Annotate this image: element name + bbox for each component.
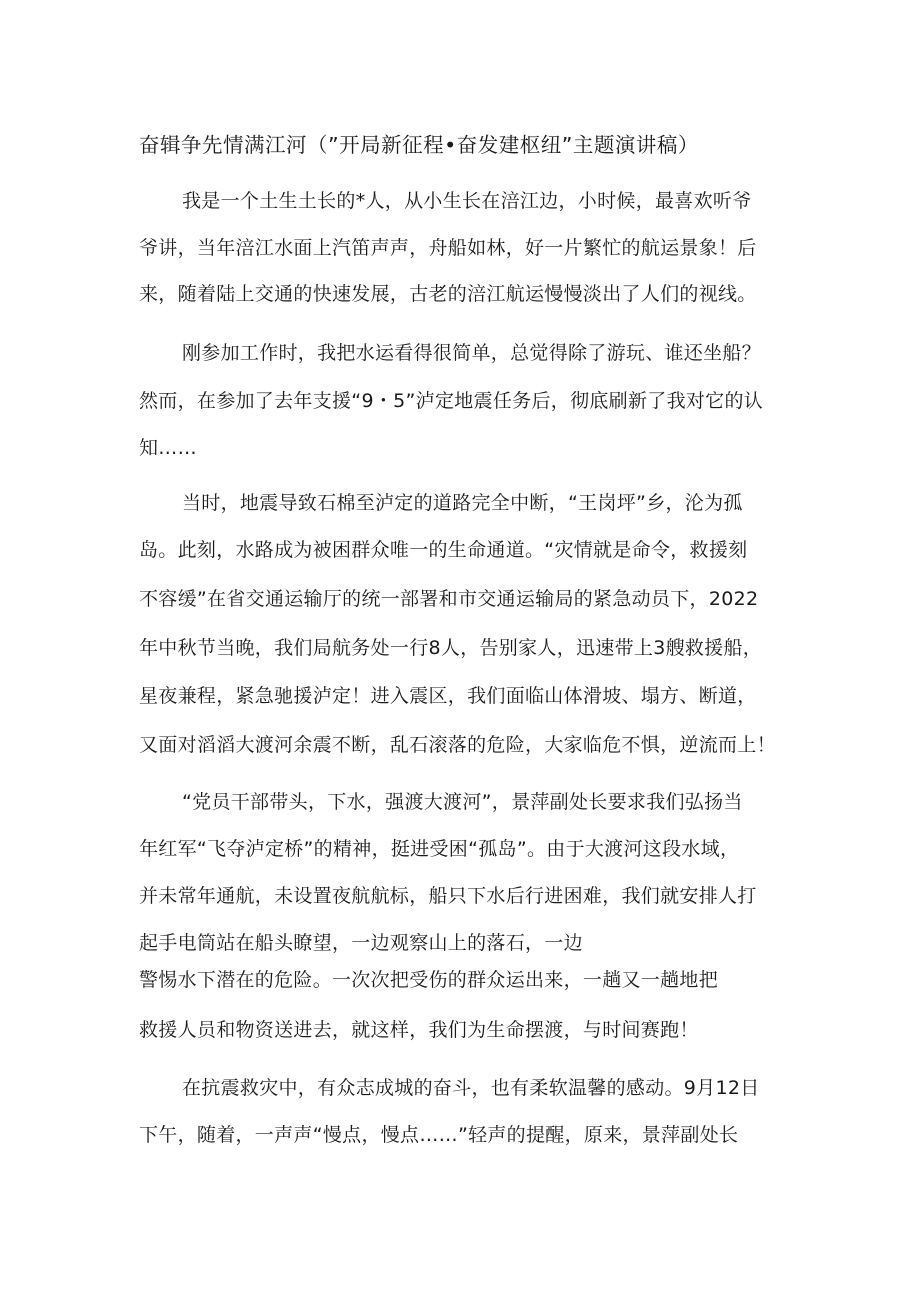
text-line: 星夜兼程，紧急驰援泸定！进入震区，我们面临山体滑坡、塌方、断道，	[139, 685, 757, 707]
document-title: 奋辑争先情满江河（”开局新征程•奋发建枢纽”主题演讲稿）	[139, 133, 699, 157]
text-line: 在抗震救灾中，有众志成城的奋斗，也有柔软温馨的感动。9月12日	[182, 1077, 760, 1099]
text-line: 岛。此刻，水路成为被困群众唯一的生命通道。“灾情就是命令，救援刻	[139, 539, 748, 561]
text-line: 并未常年通航，未设置夜航航标，船只下水后行进困难，我们就安排人打	[139, 885, 757, 907]
text-line: 起手电筒站在船头瞭望，一边观察山上的落石，一边	[139, 932, 583, 954]
text-line: 又面对滔滔大渡河余震不断，乱石滚落的危险，大家临危不惧，逆流而上！	[139, 734, 776, 756]
text-line: 我是一个土生土长的*人，从小生长在涪江边，小时候，最喜欢听爷	[182, 190, 752, 212]
text-line: 不容缓”在省交通运输厅的统一部署和市交通运输局的紧急动员下，2022	[139, 588, 759, 610]
text-line: 年中秋节当晚，我们局航务处一行8人，告别家人，迅速带上3艘救援船，	[139, 637, 763, 659]
text-line: 知……	[139, 437, 197, 459]
text-line: 警惕水下潜在的危险。一次次把受伤的群众运出来，一趟又一趟地把	[139, 969, 719, 991]
text-line: “党员干部带头，下水，强渡大渡河”，景萍副处长要求我们弘扬当	[182, 791, 743, 813]
text-line: 刚参加工作时，我把水运看得很简单，总觉得除了游玩、谁还坐船？	[182, 342, 762, 364]
text-line: 年红军“飞夺泸定桥”的精神，挺进受困“孤岛”。由于大渡河这段水域，	[139, 838, 740, 860]
text-line: 当时，地震导致石棉至泸定的道路完全中断，“王岗坪”乡，沦为孤	[182, 492, 743, 514]
text-line: 来，随着陆上交通的快速发展，古老的涪江航运慢慢淡出了人们的视线。	[139, 283, 757, 305]
text-line: 然而，在参加了去年支援“9・5”泸定地震任务后，彻底刷新了我对它的认	[139, 390, 764, 412]
text-line: 救援人员和物资送进去，就这样，我们为生命摆渡，与时间赛跑！	[139, 1019, 699, 1041]
text-line: 爷讲，当年涪江水面上汽笛声声，舟船如林，好一片繁忙的航运景象！后	[139, 237, 757, 259]
text-line: 下午，随着，一声声“慢点，慢点……”轻声的提醒，原来，景萍副处长	[139, 1124, 739, 1146]
